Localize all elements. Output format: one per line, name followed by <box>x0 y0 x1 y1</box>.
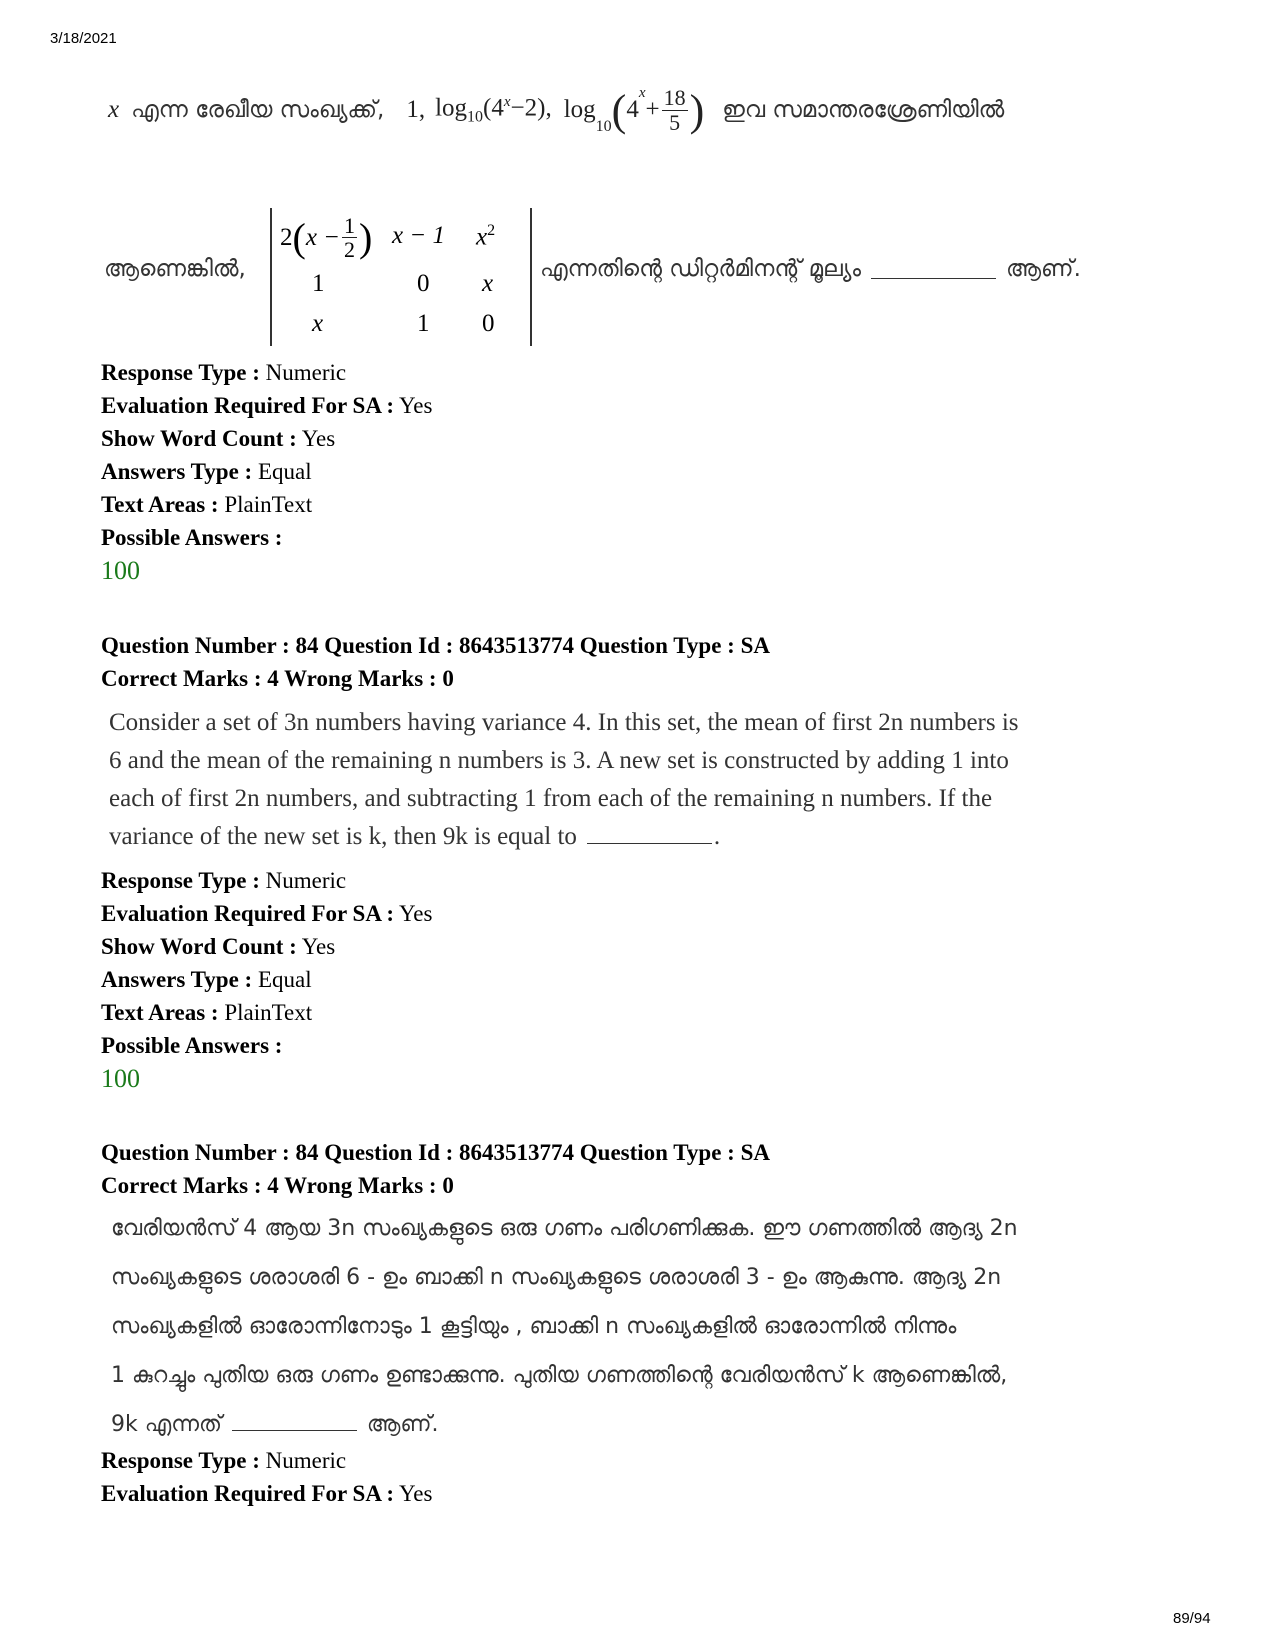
det-r3c1: x <box>312 310 324 337</box>
q84-ml-text: വേരിയൻസ് 4 ആയ 3n സംഖ്യകളുടെ ഒരു ഗണം പരിഗണിക്കുക. ഈ ഗണത്തിൽ ആദ്യ 2n സംഖ്യകളുടെ ശരാശരി 6 - ഉം ബാക്കി n സംഖ്യകളുടെ ശരാശരി 3 - ഉം ആകുന്നു. ആദ്യ 2n സംഖ്യകളിൽ ഓരോന്നിനോടും 1 കൂട്ടിയും , ബാക്കി n സംഖ്യകളിൽ ഓരോന്നിൽ നിന്നും 1 കുറച്ചും പുതിയ ഒരു ഗണം ഉണ്ടാക്കുന്നു. പുതിയ ഗണത്തിന്റെ വേരിയൻസ് k ആണെങ്കിൽ, 9k എന്നത് ആണ്. <box>111 1216 1018 1437</box>
q84-en-text: Consider a set of 3n numbers having variance 4. In this set, the mean of first 2n numbers is 6 and the mean of the remaining n numbers is 3. A new set is constructed by adding 1 into each of first 2n numbers, and subtracting 1 from each of the remaining n numbers. If the variance of the new set is k, then 9k is equal to . <box>109 709 1019 850</box>
seq-term-one: 1, <box>406 96 426 123</box>
det-r3c3: 0 <box>482 310 495 337</box>
ap-text: ഇവ സമാന്തരശ്രേണിയിൽ <box>722 97 1005 123</box>
det-r1c3: $x^2$ <box>476 222 496 251</box>
q83-ml-line1 <box>108 80 1004 140</box>
page-number: 89/94 <box>1173 1610 1211 1627</box>
possible-answer: 100 <box>101 1064 140 1093</box>
end-text: ആണ്. <box>1006 256 1081 282</box>
det-r1c1: 2 ( x − $\frac{1}{2}$ ) <box>280 213 373 263</box>
determinant <box>270 208 532 346</box>
meta-block-2: Response Type : Numeric Evaluation Required For SA : Yes Show Word Count : Yes Answers Type : Equal Text Areas : PlainText Possible Answers : 100 <box>101 868 433 1093</box>
possible-answer: 100 <box>101 556 140 585</box>
answer-blank <box>871 260 996 279</box>
var-x: x <box>108 96 120 123</box>
det-r2c2: 0 <box>417 270 430 297</box>
seq-term-log1: $\log_{10}(4^x-2)$, <box>435 93 552 126</box>
q84-ml-header: Question Number : 84 Question Id : 8643513774 Question Type : SA Correct Marks : 4 Wrong Marks : 0 <box>101 1140 770 1198</box>
fraction-18-5: $\frac{18}{5}$ <box>663 85 686 135</box>
meta-block-3: Response Type : Numeric Evaluation Required For SA : Yes <box>101 1448 433 1506</box>
det-r2c3: x <box>482 270 494 297</box>
q84-en-header: Question Number : 84 Question Id : 8643513774 Question Type : SA Correct Marks : 4 Wrong Marks : 0 <box>101 633 770 691</box>
q83-ml-line2-tail <box>540 256 1081 282</box>
meta-block-1: Response Type : Numeric Evaluation Required For SA : Yes Show Word Count : Yes Answers Type : Equal Text Areas : PlainText Possible Answers : 100 <box>101 360 433 585</box>
det-r2c1: 1 <box>312 270 325 297</box>
seq-term-log2: log $_{10}$ ( 4 $^x$ + $\frac{18}{5}$ ) <box>563 84 705 135</box>
det-r3c2: 1 <box>417 310 430 337</box>
print-date: 3/18/2021 <box>50 30 117 47</box>
det-r1c2: x − 1 <box>392 222 445 249</box>
if-text: ആണെങ്കിൽ, <box>104 256 246 282</box>
intro-text: എന്ന രേഖീയ സംഖ്യക്ക്, <box>131 97 385 123</box>
det-value-text: എന്നതിന്റെ ഡിറ്റർമിനന്റ് മൂല്യം <box>540 256 862 282</box>
